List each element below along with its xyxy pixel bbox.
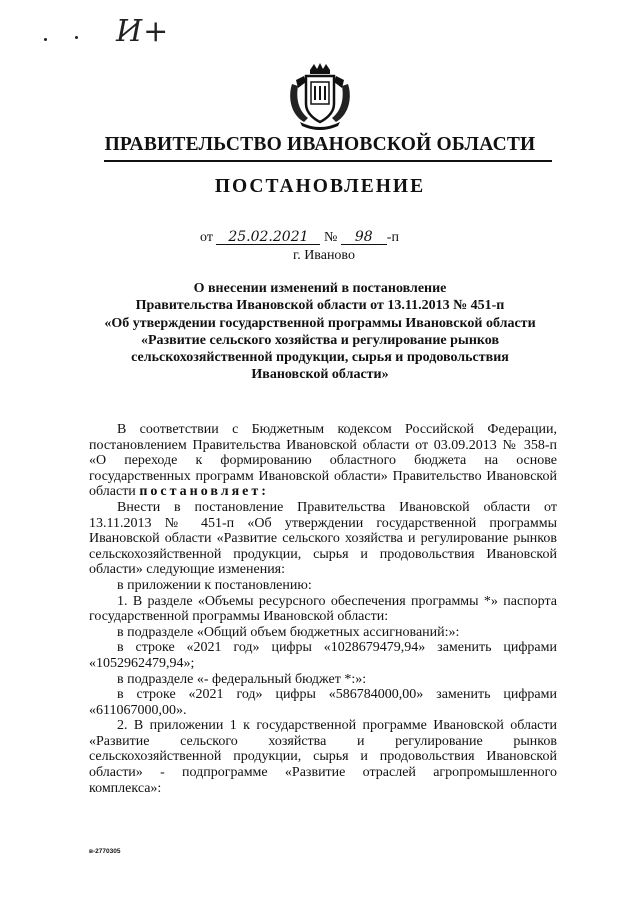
paragraph-text: В соответствии с Бюджетным кодексом Российской Федерации, постановлением Правительства Ивановской области от 03.09.2013 № 358-п «О переходе к формированию областного бюджета на основе государственных программ Ивановской области» Правительство Ивановской области [89,422,557,500]
paragraph: в строке «2021 год» цифры «1028679479,94» заменить цифрами «1052962479,94»; [89,640,557,671]
document-type: ПОСТАНОВЛЕНИЕ [214,176,426,197]
decree-subject [60,280,580,384]
city: г. Иваново [293,248,355,263]
paragraph: в подразделе «- федеральный бюджет *:»: [117,671,367,687]
organization-title: ПРАВИТЕЛЬСТВО ИВАНОВСКОЙ ОБЛАСТИ [104,134,536,155]
paragraph: в приложении к постановлению: [117,577,312,593]
paragraph: в подразделе «Общий объем бюджетных ассигнований:»: [117,624,460,640]
subject-line: Ивановской области» [251,367,389,383]
number-label: № [323,230,338,245]
subject-line: О внесении изменений в постановление [193,281,447,296]
handwritten-mark: И+ [116,14,170,49]
subject-line: «Об утверждении государственной программы Ивановской области [104,315,536,331]
margin-dot [75,36,78,39]
number-suffix: -п [386,230,399,245]
title-underline [104,160,552,162]
date-prefix: от [200,230,213,245]
subject-line: Правительства Ивановской области от 13.11.2013 № 451-п [135,298,505,314]
paragraph: 1. В разделе «Объемы ресурсного обеспечения программы *» паспорта государственной программы Ивановской области: [89,593,557,625]
date-number-line [200,230,399,246]
paragraph [89,422,557,500]
decree-date: 25.02.2021 [216,230,320,245]
footer-code: в-2770305 [89,848,121,855]
paragraph: 2. В приложении 1 к государственной программе Ивановской области «Развитие сельского хозяйства и регулирование рынков сельскохозяйственной продукции, сырья и продовольствия Ивановской области» - подпрограмме «Развитие отраслей агропромышленного комплекса»: [89,718,557,796]
paragraph: в строке «2021 год» цифры «586784000,00» заменить цифрами «611067000,00». [89,687,557,718]
decree-number: 98 [341,230,387,245]
paragraph: Внести в постановление Правительства Ивановской области от 13.11.2013 № 451-п «Об утверждении государственной программы Ивановской области «Развитие сельского хозяйства и регулирование рынков сельскохозяйственной продукции, сырья и продовольствия Ивановской области» следующие изменения: [89,499,557,578]
document-body [89,422,557,796]
subject-line: сельскохозяйственной продукции, сырья и продовольствия [131,350,509,366]
subject-line: «Развитие сельского хозяйства и регулирование рынков [140,332,500,348]
margin-dot [44,38,47,41]
resolves-word: постановляет: [139,484,269,500]
coat-of-arms-icon [284,60,356,132]
